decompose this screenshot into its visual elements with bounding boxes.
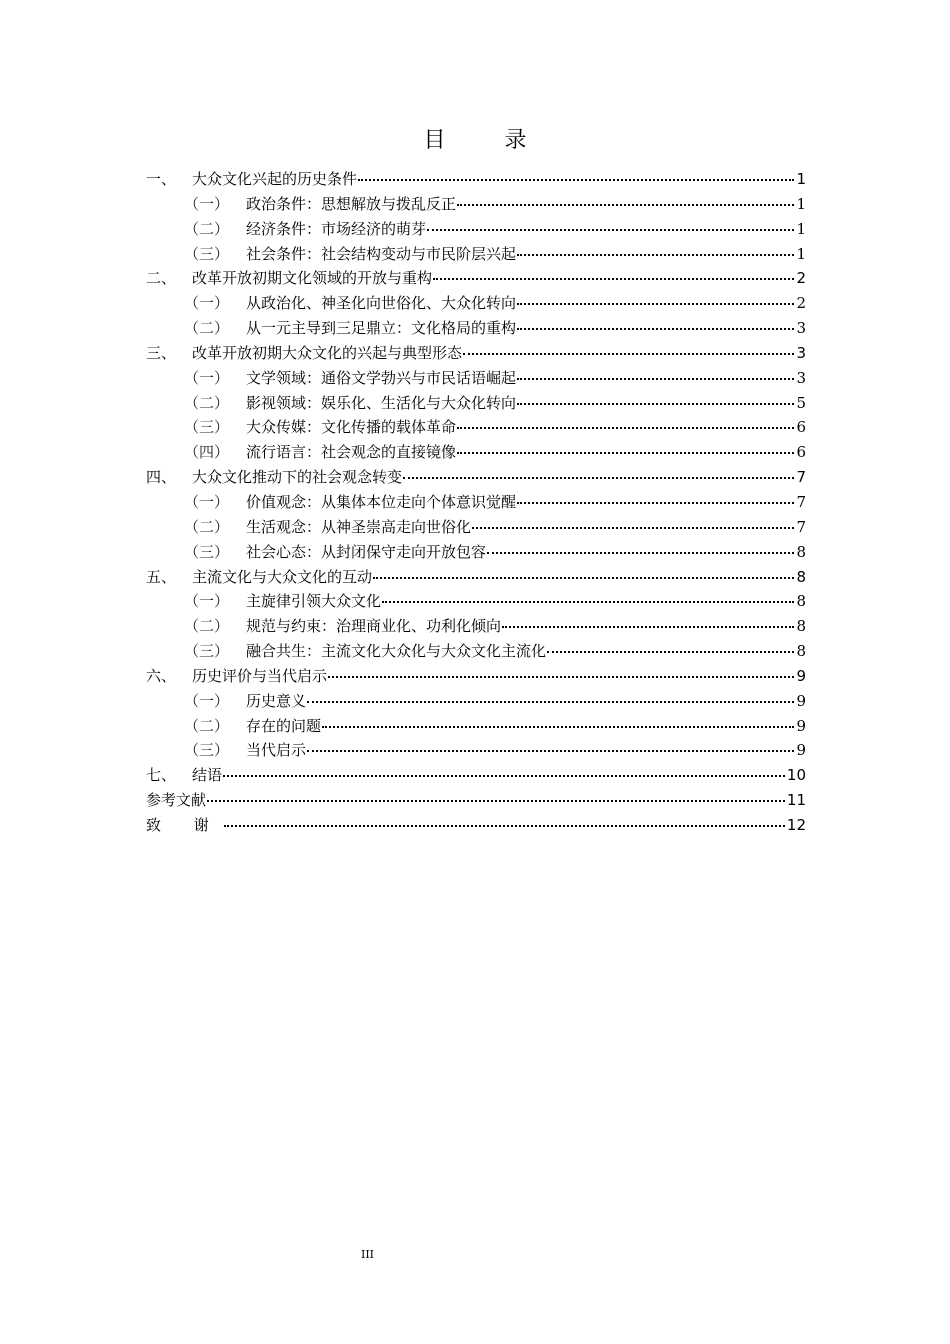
toc-entry[interactable] bbox=[146, 763, 806, 788]
toc-entry[interactable] bbox=[146, 266, 806, 291]
toc-dot-leader bbox=[487, 542, 794, 554]
toc-entry-number: （一） bbox=[184, 194, 230, 213]
toc-entry[interactable] bbox=[146, 192, 806, 217]
toc-entry-number: 六、 bbox=[146, 666, 177, 685]
toc-entry[interactable] bbox=[146, 565, 806, 590]
toc-entry-title: 影视领域：娱乐化、生活化与大众化转向 bbox=[246, 393, 517, 412]
toc-entry[interactable] bbox=[146, 540, 806, 565]
page-title: 目 录 bbox=[423, 128, 553, 153]
toc-entry[interactable] bbox=[146, 589, 806, 614]
toc-dot-leader bbox=[517, 492, 794, 504]
toc-entry-number: （三） bbox=[184, 642, 230, 661]
toc-entry[interactable] bbox=[146, 664, 806, 689]
toc-entry[interactable] bbox=[146, 515, 806, 540]
toc-entry-number: 一、 bbox=[146, 170, 177, 188]
toc-entry-page: 1 bbox=[796, 219, 806, 238]
toc-entry-page: 7 bbox=[796, 517, 806, 536]
toc-entry-title: 从政治化、神圣化向世俗化、大众化转向 bbox=[246, 294, 517, 313]
toc-entry-title: 社会条件：社会结构变动与市民阶层兴起 bbox=[246, 244, 517, 263]
toc-dot-leader bbox=[517, 293, 794, 305]
toc-entry-title: 存在的问题 bbox=[246, 716, 322, 735]
toc-entry-page: 9 bbox=[796, 741, 806, 760]
toc-dot-leader bbox=[517, 244, 794, 256]
toc-dot-leader bbox=[207, 790, 785, 802]
toc-entry-title: 社会心态：从封闭保守走向开放包容 bbox=[246, 542, 487, 561]
toc-entry[interactable] bbox=[146, 415, 806, 440]
toc-entry-title: 经济条件：市场经济的萌芽 bbox=[246, 219, 427, 238]
toc-entry[interactable] bbox=[146, 242, 806, 267]
toc-entry-title: 大众文化兴起的历史条件 bbox=[192, 170, 358, 188]
toc-entry-number: （二） bbox=[184, 716, 230, 735]
toc-entry-title: 历史评价与当代启示 bbox=[192, 666, 328, 685]
toc-entry-number: （二） bbox=[184, 393, 230, 412]
toc-dot-leader bbox=[457, 417, 794, 429]
toc-dot-leader bbox=[307, 691, 794, 703]
toc-dot-leader bbox=[328, 666, 794, 678]
toc-entry[interactable] bbox=[146, 738, 806, 763]
toc-entry-number: 五、 bbox=[146, 567, 177, 586]
toc-entry-number: （三） bbox=[184, 741, 230, 760]
toc-entry[interactable] bbox=[146, 714, 806, 739]
toc-entry[interactable] bbox=[146, 366, 806, 391]
toc-dot-leader bbox=[307, 740, 794, 752]
toc-dot-leader bbox=[322, 716, 794, 728]
toc-entry[interactable] bbox=[146, 490, 806, 515]
toc-entry-number: （三） bbox=[184, 418, 230, 437]
toc-entry-title: 融合共生：主流文化大众化与大众文化主流化 bbox=[246, 642, 547, 661]
toc-dot-leader bbox=[517, 368, 794, 380]
toc-entry-page: 3 bbox=[796, 368, 806, 387]
toc-entry[interactable] bbox=[146, 614, 806, 639]
toc-entry-number: （二） bbox=[184, 319, 230, 338]
toc-entry-page: 6 bbox=[796, 443, 806, 462]
toc-entry-title: 历史意义 bbox=[246, 691, 307, 710]
toc-entry-page: 2 bbox=[796, 294, 806, 313]
toc-entry-page: 6 bbox=[796, 418, 806, 437]
table-of-contents bbox=[146, 167, 806, 838]
toc-entry-title: 文学领域：通俗文学勃兴与市民话语崛起 bbox=[246, 368, 517, 387]
toc-entry-title: 大众文化推动下的社会观念转变 bbox=[192, 468, 403, 487]
toc-entry-title: 当代启示 bbox=[246, 741, 307, 760]
toc-entry-number: （一） bbox=[184, 294, 230, 313]
toc-entry-title: 结语 bbox=[192, 766, 223, 785]
toc-entry-number: （一） bbox=[184, 592, 230, 611]
toc-entry[interactable] bbox=[146, 689, 806, 714]
toc-entry-page: 7 bbox=[796, 468, 806, 487]
toc-entry-page: 8 bbox=[796, 592, 806, 611]
toc-entry-title: 大众传媒：文化传播的载体革命 bbox=[246, 418, 457, 437]
toc-entry-page: 10 bbox=[786, 766, 806, 785]
toc-entry-title: 从一元主导到三足鼎立：文化格局的重构 bbox=[246, 319, 517, 338]
toc-entry-page: 3 bbox=[796, 319, 806, 338]
toc-entry-page: 11 bbox=[786, 791, 806, 810]
toc-dot-leader bbox=[547, 641, 794, 653]
toc-entry-page: 1 bbox=[796, 170, 806, 188]
toc-dot-leader bbox=[463, 343, 794, 355]
toc-entry-page: 9 bbox=[796, 716, 806, 735]
toc-entry-title: 改革开放初期文化领域的开放与重构 bbox=[192, 269, 433, 288]
toc-dot-leader bbox=[382, 591, 794, 603]
toc-dot-leader bbox=[223, 765, 785, 777]
toc-entry-number: （二） bbox=[184, 517, 230, 536]
toc-entry-number: 四、 bbox=[146, 468, 177, 487]
toc-entry-title: 致 谢 bbox=[146, 815, 223, 834]
toc-entry-page: 8 bbox=[796, 617, 806, 636]
toc-entry[interactable] bbox=[146, 440, 806, 465]
toc-entry-page: 5 bbox=[796, 393, 806, 412]
toc-dot-leader bbox=[403, 467, 794, 479]
toc-entry[interactable] bbox=[146, 391, 806, 416]
toc-entry-number: 七、 bbox=[146, 766, 177, 785]
toc-entry-title: 改革开放初期大众文化的兴起与典型形态 bbox=[192, 343, 463, 362]
toc-entry-title: 主旋律引领大众文化 bbox=[246, 592, 382, 611]
toc-entry-page: 12 bbox=[786, 815, 806, 834]
toc-dot-leader bbox=[517, 393, 794, 405]
toc-entry-number: 三、 bbox=[146, 343, 177, 362]
toc-entry-page: 3 bbox=[796, 343, 806, 362]
toc-entry-page: 1 bbox=[796, 194, 806, 213]
toc-entry[interactable] bbox=[146, 316, 806, 341]
toc-entry-number: （二） bbox=[184, 617, 230, 636]
toc-entry[interactable] bbox=[146, 639, 806, 664]
toc-entry-page: 8 bbox=[796, 542, 806, 561]
toc-entry[interactable] bbox=[146, 167, 806, 192]
toc-entry-title: 参考文献 bbox=[146, 791, 207, 810]
toc-entry-number: （一） bbox=[184, 691, 230, 710]
toc-entry-number: 二、 bbox=[146, 269, 177, 288]
toc-entry-page: 9 bbox=[796, 666, 806, 685]
toc-dot-leader bbox=[502, 616, 794, 628]
toc-dot-leader bbox=[224, 815, 785, 827]
toc-entry-page: 7 bbox=[796, 492, 806, 511]
toc-dot-leader bbox=[358, 169, 794, 181]
toc-entry-page: 8 bbox=[796, 567, 806, 586]
toc-dot-leader bbox=[457, 442, 794, 454]
toc-entry-title: 价值观念：从集体本位走向个体意识觉醒 bbox=[246, 492, 517, 511]
toc-entry[interactable] bbox=[146, 291, 806, 316]
toc-entry-number: （四） bbox=[184, 443, 230, 462]
footer-page-number: III bbox=[360, 1248, 375, 1261]
toc-entry-page: 9 bbox=[796, 691, 806, 710]
toc-entry[interactable] bbox=[146, 341, 806, 366]
toc-entry[interactable] bbox=[146, 465, 806, 490]
toc-dot-leader bbox=[433, 268, 794, 280]
toc-entry[interactable] bbox=[146, 788, 806, 813]
toc-entry-number: （一） bbox=[184, 492, 230, 511]
toc-dot-leader bbox=[517, 318, 794, 330]
toc-entry-page: 8 bbox=[796, 642, 806, 661]
toc-entry-title: 流行语言：社会观念的直接镜像 bbox=[246, 443, 457, 462]
toc-entry-number: （三） bbox=[184, 244, 230, 263]
toc-dot-leader bbox=[472, 517, 794, 529]
toc-entry-title: 规范与约束：治理商业化、功利化倾向 bbox=[246, 617, 502, 636]
toc-entry[interactable] bbox=[146, 217, 806, 242]
toc-dot-leader bbox=[373, 567, 794, 579]
toc-entry-number: （一） bbox=[184, 368, 230, 387]
toc-entry-page: 1 bbox=[796, 244, 806, 263]
toc-entry-title: 生活观念：从神圣崇高走向世俗化 bbox=[246, 517, 472, 536]
toc-entry[interactable] bbox=[146, 813, 806, 838]
toc-entry-number: （二） bbox=[184, 219, 230, 238]
toc-entry-number: （三） bbox=[184, 542, 230, 561]
toc-dot-leader bbox=[457, 194, 794, 206]
toc-entry-title: 政治条件：思想解放与拨乱反正 bbox=[246, 194, 457, 213]
toc-dot-leader bbox=[427, 219, 794, 231]
toc-entry-page: 2 bbox=[796, 269, 806, 288]
toc-entry-title: 主流文化与大众文化的互动 bbox=[192, 567, 373, 586]
